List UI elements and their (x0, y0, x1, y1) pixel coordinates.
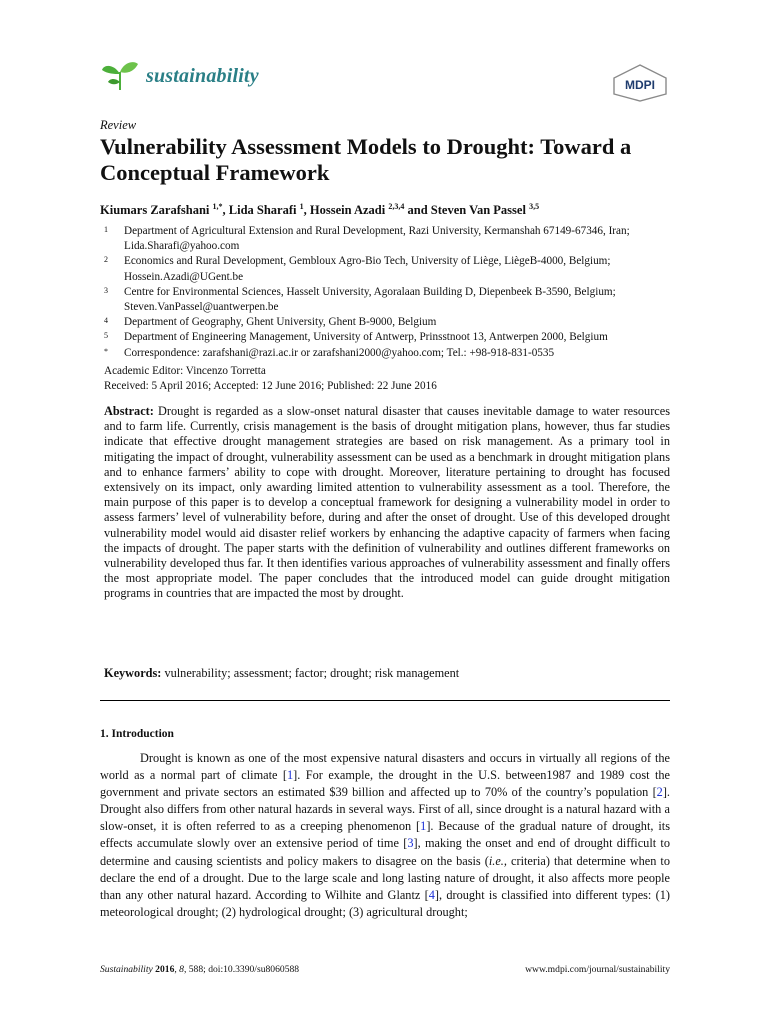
paper-title: Vulnerability Assessment Models to Drought: Toward a Conceptual Framework (100, 134, 632, 185)
author-name: Hossein Azadi (309, 203, 389, 218)
author-name: Steven Van Passel (430, 203, 530, 218)
author-affiliation-marker: 1,* (212, 202, 223, 211)
journal-url: www.mdpi.com/journal/sustainability (525, 964, 670, 975)
footer-journal: Sustainability (100, 964, 153, 975)
affiliation-number: 1 (104, 225, 108, 234)
author-list (100, 202, 539, 218)
author-affiliation-marker: 2,3,4 (388, 202, 405, 211)
footer-doi: , 588; doi:10.3390/su8060588 (183, 964, 300, 975)
affiliation-number: 5 (104, 331, 108, 341)
keywords-label: Keywords: (104, 666, 162, 680)
article-type: Review (100, 118, 137, 132)
affiliation-text: Centre for Environmental Sciences, Hasselt University, Agoralaan Building D, Diepenbeek B-3590, Belgium; Steven.VanPassel@uantwerpen.be (124, 285, 616, 314)
abstract-label: Abstract: (104, 404, 154, 418)
affiliation-item (104, 346, 674, 361)
footer-volume: 8 (179, 964, 184, 975)
author-affiliation-marker: 3,5 (529, 202, 540, 211)
reference-link[interactable]: 1 (420, 819, 427, 834)
section-heading-introduction: 1. Introduction (100, 728, 174, 740)
affiliation-item (104, 285, 674, 315)
affiliation-number: 4 (104, 316, 108, 326)
author-name: Lida Sharafi (228, 203, 300, 218)
affiliation-number: * (104, 346, 108, 356)
editorial-info (104, 364, 437, 394)
affiliation-number: 2 (104, 255, 108, 265)
footer-year: 2016 (155, 964, 175, 975)
affiliation-text: Department of Geography, Ghent University, Ghent B-9000, Belgium (124, 316, 437, 329)
journal-name: sustainability (146, 64, 259, 87)
reference-link[interactable]: 4 (428, 887, 435, 902)
introduction-paragraph: Drought is known as one of the most expensive natural disasters and occurs in virtually all regions of the world as a normal part of climate [1]. For example, the drought in the U.S. between1987 and 1989 cost the government and private sectors an estimated $39 billion and affected up to 70% of the country’s population [2]. Drought also differs from other natural hazards in several ways. First of all, since drought is a natural hazard with a slow-onset, it is often referred to as a creeping phenomenon [1]. Because of the gradual nature of drought, its effects accumulate slowly over an extensive period of time [3], making the onset and end of drought difficult to determine and causing scientists and policy makers to disagree on the basis (i.e., criteria) that determine when to declare the end of a drought. Due to the large scale and long lasting nature of drought, it also affects more people than any other natural hazard. According to Wilhite and Glantz [4], drought is classified into different types: (1) meteorological drought; (2) hydrological drought; (3) agricultural drought; (100, 751, 671, 919)
abstract (104, 404, 670, 602)
citation-footer: Sustainability 2016, 8, 588; doi:10.3390/su8060588 (100, 964, 300, 975)
academic-editor: Academic Editor: Vincenzo Torretta (104, 365, 266, 377)
publication-dates: Received: 5 April 2016; Accepted: 12 June 2016; Published: 22 June 2016 (104, 380, 437, 393)
affiliation-item (104, 315, 674, 330)
affiliation-text: Department of Agricultural Extension and Rural Development, Razi University, Kermanshah 67149-67346, Iran; Lida.Sharafi@yahoo.com (124, 225, 630, 253)
author-name: Kiumars Zarafshani (100, 203, 213, 218)
author-separator: , (303, 203, 310, 218)
svg-text:MDPI: MDPI (625, 78, 655, 92)
reference-link[interactable]: 1 (287, 768, 294, 783)
section-divider (100, 700, 670, 701)
affiliation-text: Department of Engineering Management, University of Antwerp, Prinsstnoot 13, Antwerpen 2000, Belgium (124, 331, 608, 344)
keywords (104, 666, 459, 681)
author-affiliation-marker: 1 (299, 202, 304, 211)
affiliation-list (104, 224, 674, 361)
italic-text: i.e., (488, 853, 507, 868)
affiliation-text: Economics and Rural Development, Gembloux Agro-Bio Tech, University of Liège, LiègeB-4000, Belgium; Hossein.Azadi@UGent.be (124, 255, 611, 283)
leaf-icon (100, 60, 140, 92)
reference-link[interactable]: 3 (407, 836, 414, 851)
keywords-text: vulnerability; assessment; factor; drought; risk management (164, 666, 460, 680)
affiliation-item (104, 224, 674, 254)
reference-link[interactable]: 2 (656, 785, 663, 800)
affiliation-item (104, 330, 674, 345)
affiliation-number: 3 (104, 285, 108, 295)
affiliation-item (104, 254, 674, 284)
author-separator: , (222, 203, 229, 218)
abstract-text: Drought is regarded as a slow-onset natural disaster that causes inevitable damage to water resources and to farm life. Currently, crisis management is the basis of drought mitigation plans, however, thus far studies indicate that effective drought management strategies are based on risk management. As a primary tool in mitigating the impact of drought, vulnerability assessment can be used as a benchmark in drought mitigation plans and to enhance farmers’ ability to cope with drought. Moreover, literature pertaining to drought has focused extensively on its impact, only awarding limited attention to vulnerability assessment as a tool. Therefore, the main purpose of this paper is to develop a conceptual framework for designing a vulnerability model in order to assess farmers’ level of vulnerability before, during and after the onset of drought. Use of this developed drought vulnerability model would aid disaster relief workers by enhancing the adaptive capacity of farmers when facing the impacts of drought. The paper starts with the definition of vulnerability and outlines different frameworks on vulnerability developed thus far. It then identifies various approaches of vulnerability assessment and finally offers the most appropriate model. The paper concludes that the introduced model can guide drought mitigation programs in countries that are impacted the most by drought. (104, 404, 671, 601)
affiliation-text: Correspondence: zarafshani@razi.ac.ir or zarafshani2000@yahoo.com; Tel.: +98-918-831-0535 (124, 346, 555, 359)
author-separator: and (404, 203, 431, 218)
mdpi-logo (611, 64, 669, 102)
journal-logo (100, 60, 259, 92)
